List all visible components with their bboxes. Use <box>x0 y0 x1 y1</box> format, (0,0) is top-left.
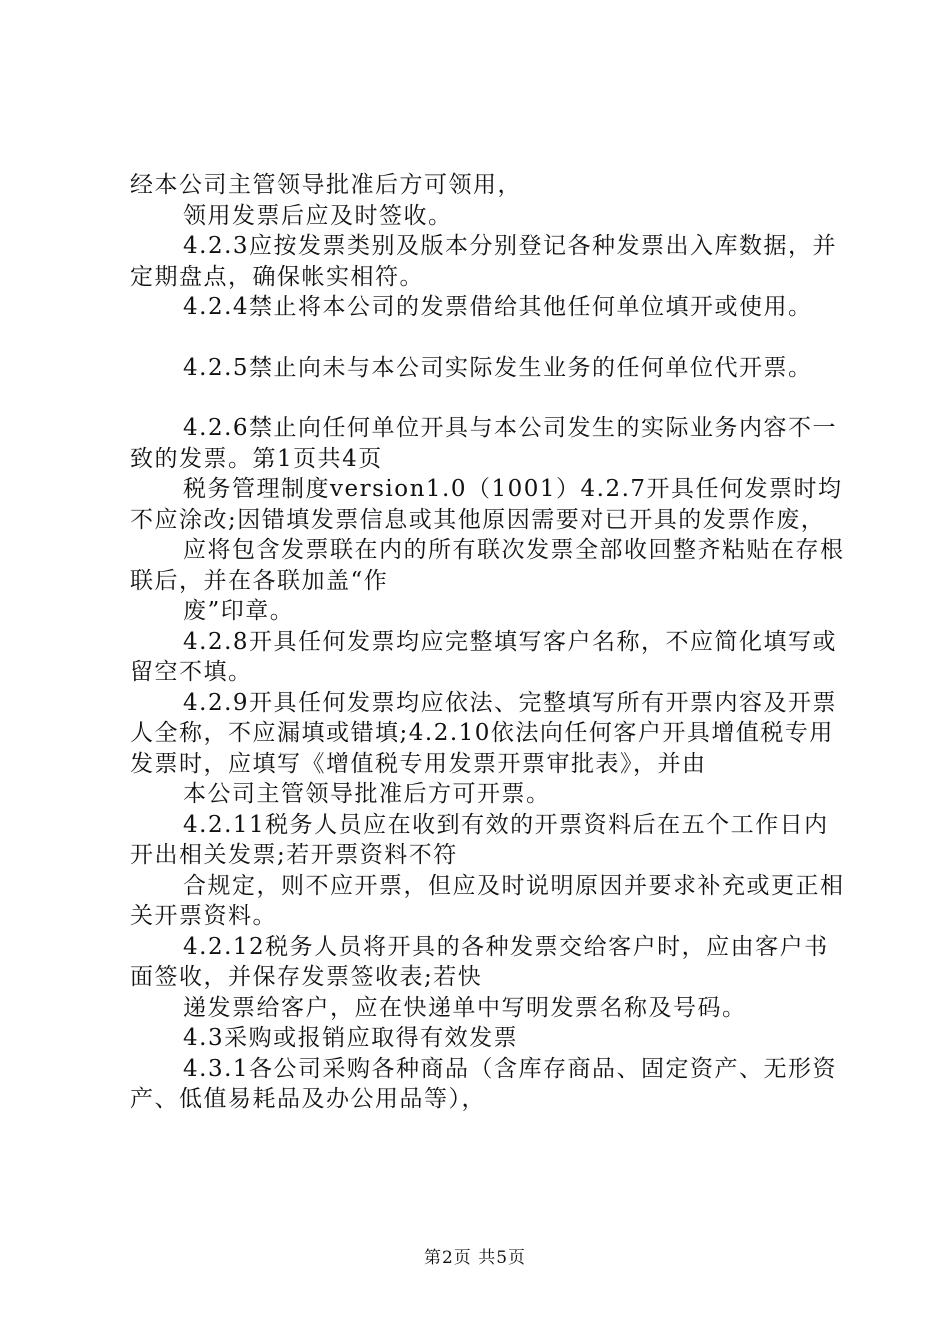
paragraph: 4.2.11税务人员应在收到有效的开票资料后在五个工作日内开出相关发票;若开票资料不符 <box>130 811 829 868</box>
paragraph: 本公司主管领导批准后方可开票。 <box>183 781 551 807</box>
paragraph: 4.2.5禁止向未与本公司实际发生业务的任何单位代开票。 <box>183 354 813 381</box>
paragraph: 领用发票后应及时签收。 <box>183 202 453 229</box>
paragraph: 4.3.1各公司采购各种商品（含库存商品、固定资产、无形资产、低值易耗品及办公用品等）， <box>130 1055 838 1112</box>
paragraph: 4.2.9开具任何发票均应依法、完整填写所有开票内容及开票人全称，不应漏填或错填;4.2.10依法向任何客户开具增值税专用发票时，应填写《增值税专用发票开票审批表》，并由 <box>130 689 838 777</box>
paragraph: 递发票给客户，应在快递单中写明发票名称及号码。 <box>183 994 747 1021</box>
paragraph: 4.2.8开具任何发票均应完整填写客户名称，不应简化填写或留空不填。 <box>130 628 838 685</box>
paragraph: 4.2.12税务人员将开具的各种发票交给客户时，应由客户书面签收，并保存发票签收表;若快 <box>130 933 829 990</box>
paragraph: 应将包含发票联在内的所有联次发票全部收回整齐粘贴在存根联后，并在各联加盖“作 <box>130 537 845 594</box>
document-body <box>130 170 850 1115</box>
paragraph: 税务管理制度version1.0（1001）4.2.7开具任何发票时均不应涂改;因错填发票信息或其他原因需要对已开具的发票作废， <box>130 476 843 533</box>
paragraph: 4.2.4禁止将本公司的发票借给其他任何单位填开或使用。 <box>183 294 813 320</box>
paragraph: 4.2.6禁止向任何单位开具与本公司发生的实际业务内容不一致的发票。第1页共4页 <box>130 415 838 472</box>
page-footer: 第2页 共5页 <box>423 1248 527 1268</box>
paragraph: 经本公司主管领导批准后方可领用， <box>130 172 522 198</box>
paragraph: 合规定，则不应开票，但应及时说明原因并要求补充或更正相关开票资料。 <box>130 872 845 929</box>
paragraph: 废”印章。 <box>183 598 295 624</box>
paragraph: 4.2.3应按发票类别及版本分别登记各种发票出入库数据，并定期盘点，确保帐实相符。 <box>130 233 838 290</box>
section-heading: 4.3采购或报销应取得有效发票 <box>183 1025 519 1051</box>
